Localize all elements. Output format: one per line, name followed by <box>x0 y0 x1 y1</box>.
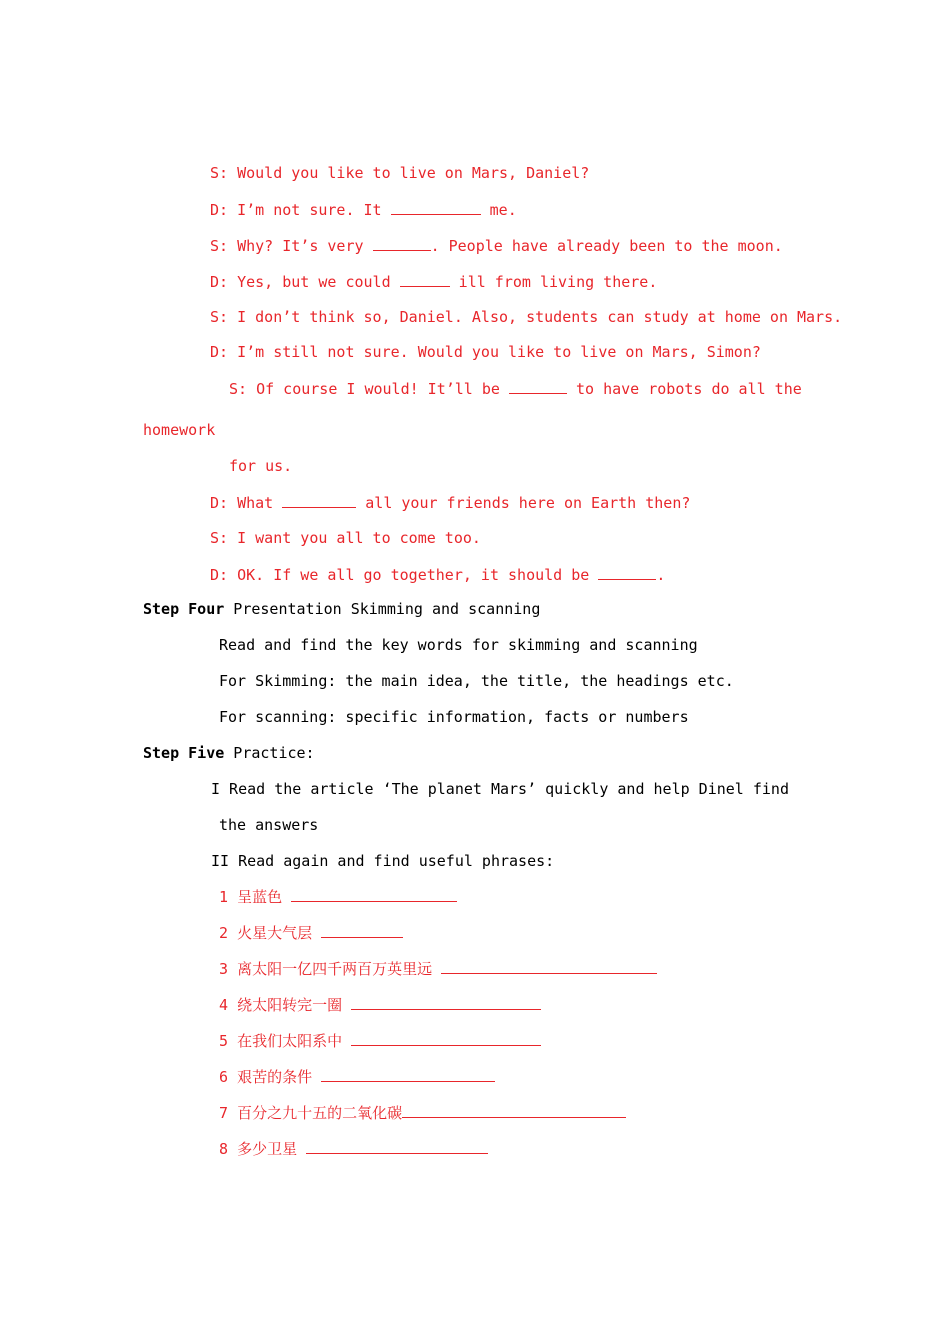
phrase-number: 6 <box>219 1068 229 1086</box>
fill-blank <box>306 1138 488 1154</box>
fill-blank <box>321 922 403 938</box>
line-text-after: me. <box>480 201 517 219</box>
phrase-number: 2 <box>219 924 229 942</box>
dialogue-line-8 <box>210 492 690 513</box>
step-five-heading: Step Five <box>143 744 225 762</box>
fill-blank <box>373 235 431 251</box>
phrase-number: 5 <box>219 1032 229 1050</box>
speaker: D: <box>210 273 229 291</box>
line-text: Yes, but we could <box>228 273 400 291</box>
phrase-number: 7 <box>219 1104 229 1122</box>
speaker: D: <box>210 494 229 512</box>
dialogue-line-7 <box>229 378 802 399</box>
speaker: D: <box>210 201 229 219</box>
line-text: Of course I would! It’ll be <box>247 380 509 398</box>
dialogue-line-5 <box>210 307 842 327</box>
speaker: S: <box>229 380 248 398</box>
fill-blank <box>509 378 567 394</box>
fill-blank <box>400 271 450 287</box>
phrase-text: 多少卫星 <box>237 1140 307 1158</box>
line-text-after: . <box>656 566 666 584</box>
phrase-item-2 <box>219 922 403 943</box>
line-text: OK. If we all go together, it should be <box>228 566 599 584</box>
speaker: D: <box>210 566 229 584</box>
phrase-text: 艰苦的条件 <box>237 1068 322 1086</box>
fill-blank <box>441 958 657 974</box>
step-five-title: Practice: <box>224 744 315 762</box>
phrase-text: 百分之九十五的二氧化碳 <box>237 1104 403 1122</box>
phrase-number: 4 <box>219 996 229 1014</box>
phrase-number: 3 <box>219 960 229 978</box>
fill-blank <box>282 492 356 508</box>
dialogue-line-2 <box>210 199 517 220</box>
step-four-line-2: For Skimming: the main idea, the title, the headings etc. <box>219 672 734 690</box>
step-four-title: Presentation Skimming and scanning <box>224 600 541 618</box>
phrase-text: 在我们太阳系中 <box>237 1032 352 1050</box>
line-text: I’m not sure. It <box>228 201 391 219</box>
fill-blank <box>391 199 481 215</box>
line-text: Would you like to live on Mars, Daniel? <box>228 164 590 182</box>
dialogue-line-7-cont2 <box>229 456 292 476</box>
phrase-text: 绕太阳转完一圈 <box>237 996 352 1014</box>
line-text-after: all your friends here on Earth then? <box>356 494 691 512</box>
line-text-after: ill from living there. <box>449 273 658 291</box>
fill-blank <box>351 994 541 1010</box>
fill-blank <box>351 1030 541 1046</box>
step-five-task-2: II Read again and find useful phrases: <box>211 852 555 870</box>
speaker: D: <box>210 343 229 361</box>
phrase-item-6 <box>219 1066 495 1087</box>
line-text: homework <box>143 421 216 439</box>
line-text-after: to have robots do all the <box>566 380 802 398</box>
phrase-item-5 <box>219 1030 541 1051</box>
step-five-task-1-cont: the answers <box>219 816 319 834</box>
phrase-item-3 <box>219 958 657 979</box>
fill-blank <box>321 1066 495 1082</box>
fill-blank <box>291 886 457 902</box>
step-four-heading-line <box>143 599 540 619</box>
phrase-item-4 <box>219 994 541 1015</box>
phrase-number: 8 <box>219 1140 229 1158</box>
line-text: Why? It’s very <box>228 237 373 255</box>
phrase-text: 离太阳一亿四千两百万英里远 <box>237 960 442 978</box>
phrase-text: 火星大气层 <box>237 924 322 942</box>
phrase-item-7 <box>219 1102 626 1123</box>
dialogue-line-6 <box>210 342 761 362</box>
step-four-heading: Step Four <box>143 600 225 618</box>
step-four-line-3: For scanning: specific information, facts or numbers <box>219 708 689 726</box>
line-text: for us. <box>229 457 293 475</box>
line-text-after: . People have already been to the moon. <box>430 237 783 255</box>
speaker: S: <box>210 529 229 547</box>
line-text: I’m still not sure. Would you like to live on Mars, Simon? <box>228 343 761 361</box>
dialogue-line-10 <box>210 564 665 585</box>
phrase-item-8 <box>219 1138 488 1159</box>
dialogue-line-9 <box>210 528 481 548</box>
speaker: S: <box>210 308 229 326</box>
speaker: S: <box>210 164 229 182</box>
step-five-heading-line <box>143 743 315 763</box>
fill-blank <box>402 1102 626 1118</box>
dialogue-line-4 <box>210 271 657 292</box>
line-text: What <box>228 494 283 512</box>
line-text: I don’t think so, Daniel. Also, students can study at home on Mars. <box>228 308 843 326</box>
speaker: S: <box>210 237 229 255</box>
phrase-number: 1 <box>219 888 229 906</box>
fill-blank <box>598 564 656 580</box>
dialogue-line-1 <box>210 163 589 183</box>
step-five-task-1: I Read the article ‘The planet Mars’ quickly and help Dinel find <box>211 780 789 798</box>
dialogue-line-3 <box>210 235 783 256</box>
line-text: I want you all to come too. <box>228 529 481 547</box>
dialogue-line-7-cont <box>143 420 215 440</box>
phrase-item-1 <box>219 886 457 907</box>
step-four-line-1: Read and find the key words for skimming and scanning <box>219 636 698 654</box>
phrase-text: 呈蓝色 <box>237 888 292 906</box>
